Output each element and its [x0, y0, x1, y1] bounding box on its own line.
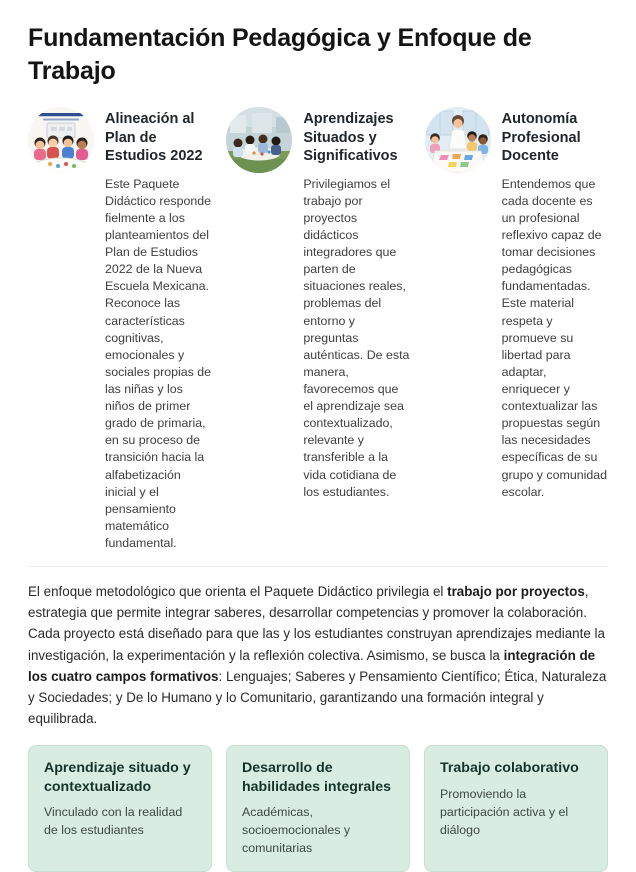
card-collaborative-work: [424, 745, 608, 872]
card-body-situated-learning: Vinculado con la realidad de los estudiantes: [44, 805, 183, 838]
teacher-guidance-illustration-image: [425, 107, 491, 173]
classroom-illustration-graphic: [28, 107, 94, 173]
card-body-integral-skills: Académicas, socioemocionales y comunitarias: [242, 805, 351, 856]
pillars-section: [28, 107, 608, 552]
teacher-guidance-illustration-graphic: [425, 107, 491, 173]
card-heading-situated-learning: Aprendizaje situado y contextualizado: [44, 760, 191, 795]
outdoor-learning-photo-graphic: [226, 107, 292, 173]
card-situated-learning: [28, 745, 212, 872]
pillar-heading-teacher-autonomy: Autonomía Profesional Docente: [501, 111, 581, 165]
outdoor-learning-photo-image: [226, 107, 292, 173]
pillar-plan-alignment: [28, 107, 211, 552]
card-integral-skills: [226, 745, 410, 872]
pillar-body-teacher-autonomy: Entendemos que cada docente es un profesional reflexivo capaz de tomar decisiones pedagógicas fundamentadas. Este material respeta y promueve su libertad para adaptar, enriquecer y contextualizar las propuestas según las necesidades específicas de su grupo y comunidad escolar.: [501, 176, 608, 499]
page-title: Fundamentación Pedagógica y Enfoque de Trabajo: [28, 24, 532, 85]
card-heading-collaborative-work: Trabajo colaborativo: [440, 760, 579, 777]
methodology-paragraph: El enfoque metodológico que orienta el Paquete Didáctico privilegia el trabajo por proyectos, estrategia que permite integrar saberes, desarrollar competencias y promover la colaboración. Cada proyecto está diseñado para que las y los estudiantes construyan aprendizajes mediante la investigación, la experimentación y la reflexión colectiva. Asimismo, se busca la integración de los cuatro campos formativos: Lenguajes; Saberes y Pensamiento Científico; Ética, Naturaleza y Sociedades; y De lo Humano y lo Comunitario, garantizando una formación integral y equilibrada.: [28, 566, 608, 729]
pillar-body-plan-alignment: Este Paquete Didáctico responde fielmente a los planteamientos del Plan de Estudios 2022 de la Nueva Escuela Mexicana. Reconoce las características cognitivas, emocionales y sociales propias de las niñas y los niños de primer grado de primaria, en su proceso de transición hacia la alfabetización inicial y el pensamiento matemático fundamental.: [105, 176, 212, 550]
classroom-illustration-image: [28, 107, 94, 173]
pillar-heading-plan-alignment: Alineación al Plan de Estudios 2022: [105, 111, 203, 165]
card-heading-integral-skills: Desarrollo de habilidades integrales: [242, 760, 392, 795]
pillar-situated-learning: [226, 107, 409, 552]
pillar-body-situated-learning: Privilegiamos el trabajo por proyectos didácticos integradores que parten de situaciones reales, problemas del entorno y preguntas auténticas. De esta manera, favorecemos que el aprendizaje sea contextualizado, relevante y transferible a la vida cotidiana de los estudiantes.: [303, 176, 410, 499]
highlight-cards-section: [28, 745, 608, 872]
pillar-teacher-autonomy: [425, 107, 608, 552]
card-body-collaborative-work: Promoviendo la participación activa y el diálogo: [440, 786, 569, 837]
pillar-heading-situated-learning: Aprendizajes Situados y Significativos: [303, 111, 398, 165]
